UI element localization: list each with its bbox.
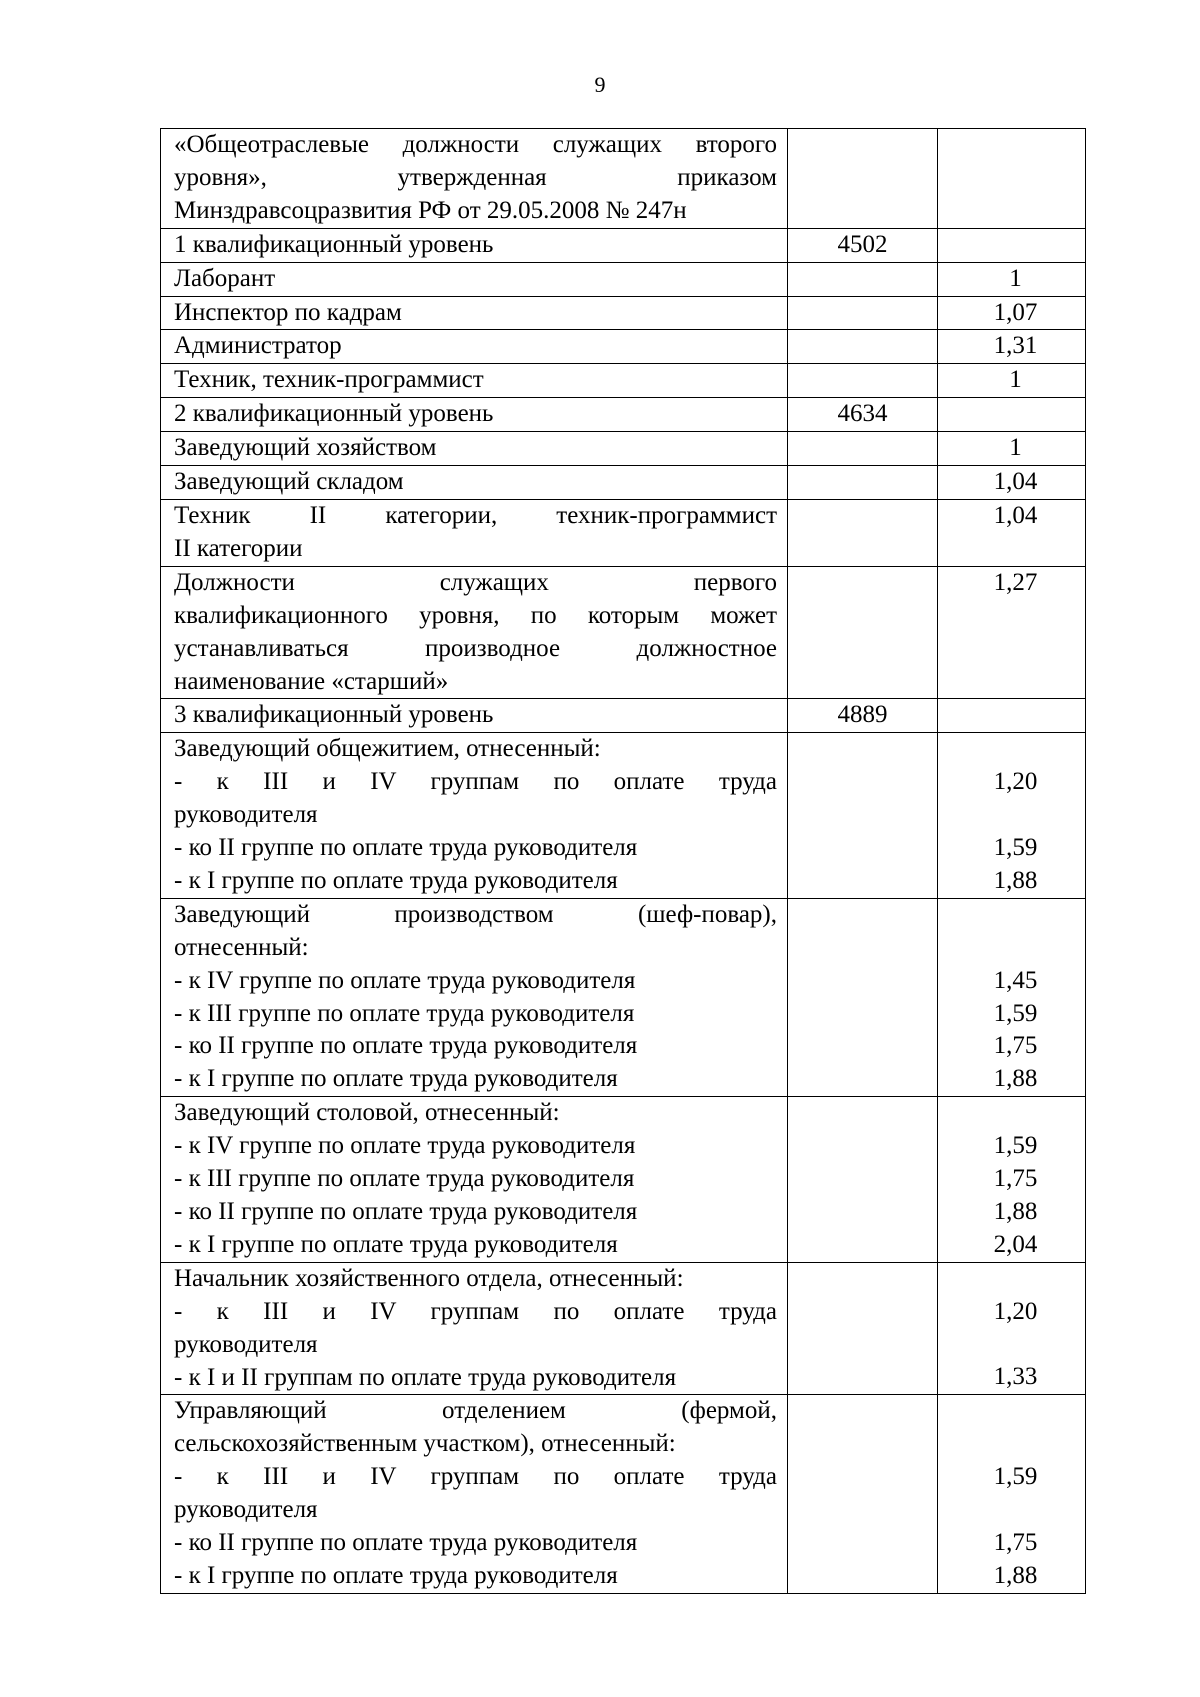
position-name-line: Администратор	[174, 332, 342, 360]
position-name-cell	[161, 733, 788, 899]
position-name-line: - к III и IV группам по оплате труда	[174, 1463, 777, 1491]
position-name-line: - к I группе по оплате труда руководителя	[174, 1065, 618, 1093]
position-name-cell	[161, 1262, 788, 1395]
coefficient-cell	[938, 228, 1086, 262]
coefficient-value: 1,45	[993, 966, 1038, 994]
coefficient-value	[938, 699, 1085, 732]
coefficient-value: 1	[1009, 366, 1022, 394]
position-name-cell	[161, 262, 788, 296]
position-name-line: сельскохозяйственным участком), отнесенный:	[174, 1430, 676, 1458]
base-salary-cell	[788, 499, 938, 566]
table-body	[161, 129, 1086, 1594]
position-name-cell	[161, 296, 788, 330]
position-name-line: 3 квалификационный уровень	[174, 701, 494, 729]
table-row	[161, 129, 1086, 229]
position-name-cell	[161, 699, 788, 733]
position-name-line: - к I группе по оплате труда руководителя	[174, 1230, 618, 1258]
base-salary-cell	[788, 129, 938, 229]
coefficient-value	[938, 733, 1085, 766]
position-name-cell	[161, 330, 788, 364]
position-name-line: - ко II группе по оплате труда руководителя	[174, 1529, 638, 1557]
coefficient-value: 1,75	[993, 1165, 1038, 1193]
base-salary-value: 4502	[837, 230, 888, 258]
position-name-line: Техник, техник-программист	[174, 366, 484, 394]
coefficient-cell	[938, 432, 1086, 466]
coefficient-value: 1,88	[993, 1065, 1038, 1093]
table-row	[161, 499, 1086, 566]
coefficient-value: 1,88	[993, 866, 1038, 894]
position-name-line: Техник II категории, техник-программист	[174, 501, 777, 529]
coefficient-value: 1	[1009, 434, 1022, 462]
table-row	[161, 699, 1086, 733]
table-row	[161, 364, 1086, 398]
position-name-line: Заведующий производством (шеф-повар),	[174, 900, 777, 928]
page-number: 9	[594, 72, 606, 97]
position-name-line: - к IV группе по оплате труда руководителя	[174, 1132, 636, 1160]
coefficient-value: 1,07	[993, 298, 1038, 326]
position-name-line: 1 квалификационный уровень	[174, 230, 494, 258]
coefficient-cell	[938, 466, 1086, 500]
base-salary-cell	[788, 228, 938, 262]
coefficient-value: 2,04	[993, 1230, 1038, 1258]
coefficient-cell	[938, 398, 1086, 432]
base-salary-cell	[788, 1395, 938, 1593]
coefficient-value	[938, 398, 1085, 431]
coefficient-value: 1,59	[993, 833, 1038, 861]
position-name-line: «Общеотраслевые должности служащих второго	[174, 131, 777, 158]
coefficient-cell	[938, 330, 1086, 364]
salary-coefficients-table	[160, 128, 1086, 1594]
table-row	[161, 296, 1086, 330]
position-name-line: 2 квалификационный уровень	[174, 400, 494, 428]
coefficient-cell	[938, 499, 1086, 566]
table-row	[161, 432, 1086, 466]
base-salary-cell	[788, 733, 938, 899]
position-name-line: - к III и IV группам по оплате труда	[174, 1297, 777, 1325]
position-name-line: Начальник хозяйственного отдела, отнесенный:	[174, 1264, 684, 1292]
position-name-line: Лаборант	[174, 264, 276, 292]
position-name-cell	[161, 1395, 788, 1593]
coefficient-cell	[938, 262, 1086, 296]
position-name-line: уровня», утвержденная приказом	[174, 163, 777, 191]
base-salary-cell	[788, 262, 938, 296]
coefficient-value: 1,59	[993, 999, 1038, 1027]
position-name-line: Минздравсоцразвития РФ от 29.05.2008 № 247н	[174, 196, 687, 224]
position-name-line: Заведующий столовой, отнесенный:	[174, 1099, 560, 1127]
coefficient-value	[938, 799, 1085, 832]
position-name-line: - ко II группе по оплате труда руководителя	[174, 834, 638, 862]
table-row	[161, 1097, 1086, 1263]
position-name-line: - к I и II группам по оплате труда руководителя	[174, 1363, 677, 1391]
base-salary-cell	[788, 699, 938, 733]
coefficient-cell	[938, 296, 1086, 330]
position-name-line: II категории	[174, 534, 303, 562]
position-name-cell	[161, 432, 788, 466]
coefficient-cell	[938, 733, 1086, 899]
position-name-line: Инспектор по кадрам	[174, 298, 402, 326]
base-salary-cell	[788, 1262, 938, 1395]
coefficient-cell	[938, 1395, 1086, 1593]
position-name-line: - к III группе по оплате труда руководителя	[174, 999, 635, 1027]
position-name-cell	[161, 499, 788, 566]
coefficient-cell	[938, 898, 1086, 1096]
position-name-line: Должности служащих первого	[174, 568, 777, 596]
position-name-line: Заведующий складом	[174, 468, 404, 496]
coefficient-value: 1,27	[993, 568, 1038, 596]
table-row	[161, 228, 1086, 262]
coefficient-cell	[938, 1262, 1086, 1395]
position-name-line: - к I группе по оплате труда руководителя	[174, 866, 618, 894]
coefficient-value	[938, 1263, 1085, 1296]
coefficient-value: 1,31	[993, 332, 1038, 360]
table-row	[161, 262, 1086, 296]
base-salary-cell	[788, 1097, 938, 1263]
coefficient-cell	[938, 566, 1086, 699]
position-name-line: Управляющий отделением (фермой,	[174, 1397, 777, 1425]
coefficient-value: 1,59	[993, 1132, 1038, 1160]
position-name-line: квалификационного уровня, по которым может	[174, 601, 777, 629]
position-name-line: - к IV группе по оплате труда руководителя	[174, 966, 636, 994]
position-name-line: - ко II группе по оплате труда руководителя	[174, 1032, 638, 1060]
table-row	[161, 898, 1086, 1096]
coefficient-value: 1,04	[993, 501, 1038, 529]
coefficient-value	[938, 1329, 1085, 1362]
base-salary-cell	[788, 296, 938, 330]
base-salary-value: 4889	[837, 701, 888, 729]
position-name-line: Заведующий хозяйством	[174, 434, 437, 462]
coefficient-value: 1,33	[993, 1363, 1038, 1391]
position-name-line: - к III группе по оплате труда руководителя	[174, 1165, 635, 1193]
position-name-line: - к I группе по оплате труда руководителя	[174, 1561, 618, 1589]
position-name-line: руководителя	[174, 801, 318, 829]
coefficient-value	[938, 1494, 1085, 1527]
coefficient-cell	[938, 364, 1086, 398]
position-name-cell	[161, 466, 788, 500]
position-name-line: руководителя	[174, 1496, 318, 1524]
position-name-line: устанавливаться производное должностное	[174, 634, 777, 662]
coefficient-value	[938, 932, 1085, 965]
coefficient-value	[938, 229, 1085, 262]
position-name-cell	[161, 566, 788, 699]
coefficient-value	[938, 899, 1085, 932]
position-name-line: отнесенный:	[174, 933, 309, 961]
base-salary-cell	[788, 466, 938, 500]
base-salary-cell	[788, 330, 938, 364]
position-name-cell	[161, 228, 788, 262]
base-salary-cell	[788, 898, 938, 1096]
table-row	[161, 330, 1086, 364]
coefficient-value: 1,75	[993, 1032, 1038, 1060]
table-row	[161, 466, 1086, 500]
base-salary-value: 4634	[837, 400, 888, 428]
position-name-line: Заведующий общежитием, отнесенный:	[174, 735, 601, 763]
coefficient-value: 1,20	[993, 1297, 1038, 1325]
position-name-line: наименование «старший»	[174, 667, 449, 695]
coefficient-value: 1,59	[993, 1463, 1038, 1491]
coefficient-cell	[938, 1097, 1086, 1263]
position-name-line: - к III и IV группам по оплате труда	[174, 768, 777, 796]
table-row	[161, 566, 1086, 699]
base-salary-cell	[788, 364, 938, 398]
coefficient-value	[938, 1395, 1085, 1428]
coefficient-value	[938, 1097, 1085, 1130]
coefficient-value	[938, 1428, 1085, 1461]
position-name-cell	[161, 129, 788, 229]
coefficient-value: 1,75	[993, 1529, 1038, 1556]
table-row	[161, 398, 1086, 432]
position-name-cell	[161, 898, 788, 1096]
base-salary-cell	[788, 566, 938, 699]
table-row	[161, 733, 1086, 899]
coefficient-value: 1,88	[993, 1561, 1038, 1589]
table-row	[161, 1262, 1086, 1395]
coefficient-cell	[938, 699, 1086, 733]
base-salary-cell	[788, 398, 938, 432]
position-name-line: - ко II группе по оплате труда руководителя	[174, 1198, 638, 1225]
coefficient-value: 1,04	[993, 468, 1038, 496]
base-salary-cell	[788, 432, 938, 466]
coefficient-value: 1,88	[993, 1197, 1038, 1225]
coefficient-cell	[938, 129, 1086, 229]
coefficient-value: 1	[1009, 264, 1022, 292]
position-name-cell	[161, 364, 788, 398]
table-row	[161, 1395, 1086, 1593]
position-name-cell	[161, 1097, 788, 1263]
coefficient-value: 1,20	[993, 768, 1038, 796]
position-name-line: руководителя	[174, 1330, 318, 1358]
position-name-cell	[161, 398, 788, 432]
